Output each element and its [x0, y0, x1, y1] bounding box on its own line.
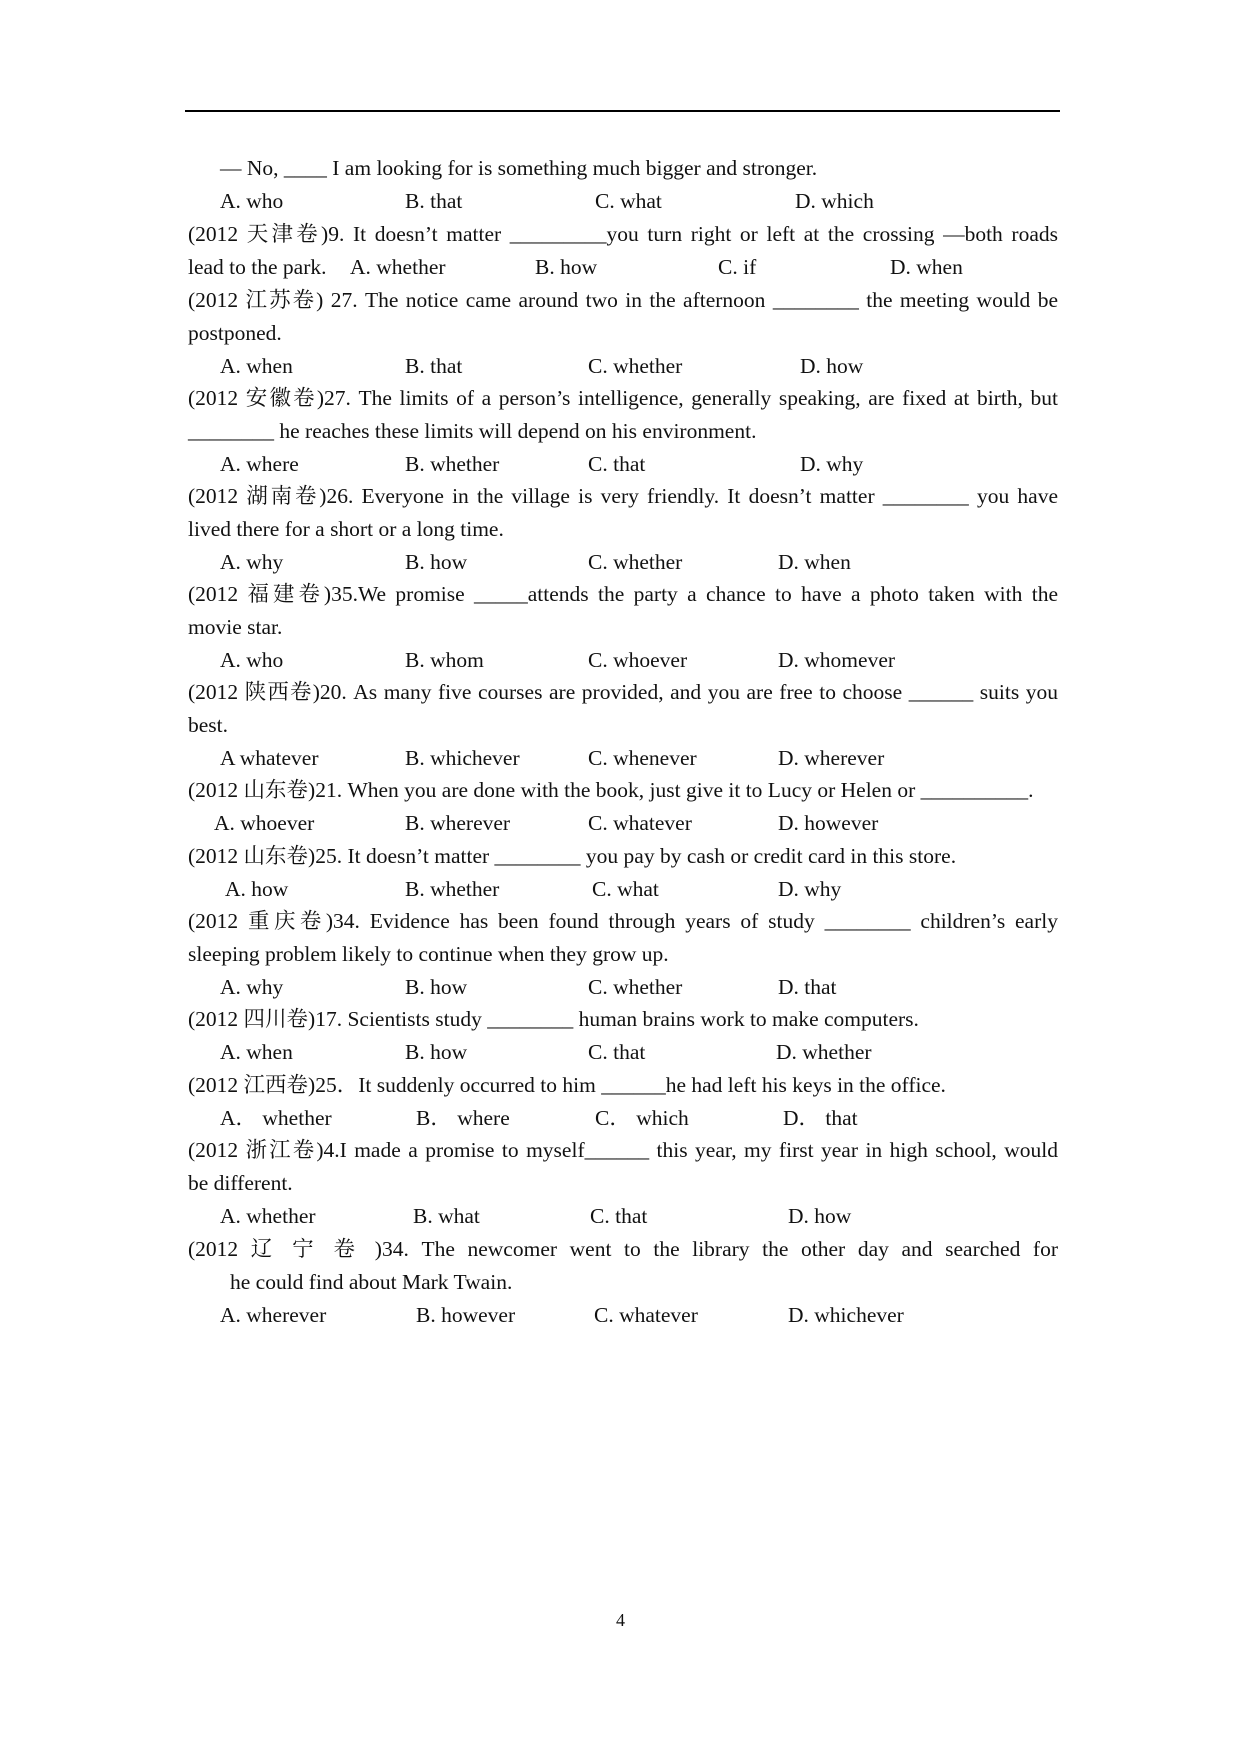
option-d: D. why — [778, 877, 842, 901]
option-a: A whatever — [220, 746, 319, 770]
option-c: C. whether — [588, 354, 683, 378]
option-a: A. who — [220, 189, 284, 213]
question-line: lead to the park. — [188, 255, 327, 279]
option-d: D. when — [778, 550, 851, 574]
option-d: D. how — [800, 354, 864, 378]
option-d: D. which — [795, 189, 874, 213]
option-b: B. that — [405, 189, 463, 213]
option-c: C. whenever — [588, 746, 697, 770]
question-line: (2012 重庆卷)34. Evidence has been found through years of study ________ children’s early — [188, 909, 1058, 933]
option-d: D. whichever — [788, 1303, 904, 1327]
option-b: B. what — [413, 1204, 480, 1228]
option-b: B. whether — [405, 877, 500, 901]
question-line: (2012 江西卷)25．It suddenly occurred to him ______he had left his keys in the office. — [188, 1073, 946, 1097]
option-b: B. whom — [405, 648, 484, 672]
header-rule — [185, 110, 1060, 112]
option-d: D． that — [783, 1106, 858, 1130]
option-c: C. whether — [588, 975, 683, 999]
option-a: A. wherever — [220, 1303, 327, 1327]
option-c: C. whatever — [594, 1303, 698, 1327]
option-c: C． which — [595, 1106, 689, 1130]
option-b: B. whichever — [405, 746, 520, 770]
option-b: B. whether — [405, 452, 500, 476]
question-line: (2012 山东卷)25. It doesn’t matter ________ you pay by cash or credit card in this store. — [188, 844, 957, 868]
option-b: B. wherever — [405, 811, 511, 835]
option-c: C. whoever — [588, 648, 688, 672]
option-a: A. why — [220, 550, 284, 574]
question-line: (2012 安徽卷)27. The limits of a person’s intelligence, generally speaking, are fixed at birth, but — [188, 386, 1058, 410]
question-line: (2012 浙江卷)4.I made a promise to myself______ this year, my first year in high school, would — [188, 1138, 1058, 1162]
question-line: (2012 天津卷)9. It doesn’t matter _________you turn right or left at the crossing —both roads — [188, 222, 1058, 246]
option-c: C. whether — [588, 550, 683, 574]
option-a: A． whether — [220, 1106, 332, 1130]
option-a: A. whoever — [214, 811, 315, 835]
question-line: movie star. — [188, 615, 283, 639]
option-a: A. whether — [350, 255, 446, 279]
question-line: — No, ____ I am looking for is something much bigger and stronger. — [220, 156, 818, 180]
option-d: D. whomever — [778, 648, 896, 672]
option-c: C. that — [590, 1204, 648, 1228]
option-c: C. that — [588, 452, 646, 476]
page-number: 4 — [616, 1610, 625, 1630]
option-b: B. however — [416, 1303, 516, 1327]
option-c: C. that — [588, 1040, 646, 1064]
option-a: A. where — [220, 452, 299, 476]
option-d: D. when — [890, 255, 963, 279]
option-a: A. why — [220, 975, 284, 999]
option-b: B. how — [405, 550, 468, 574]
option-d: D. how — [788, 1204, 852, 1228]
option-d: D. wherever — [778, 746, 885, 770]
option-d: D. that — [778, 975, 837, 999]
option-a: A. when — [220, 354, 293, 378]
option-b: B. how — [535, 255, 598, 279]
question-line: best. — [188, 713, 229, 737]
option-a: A. who — [220, 648, 284, 672]
option-c: C. what — [595, 189, 662, 213]
option-d: D. however — [778, 811, 879, 835]
question-line: (2012 湖南卷)26. Everyone in the village is very friendly. It doesn’t matter ________ you have — [188, 484, 1058, 508]
question-line: sleeping problem likely to continue when they grow up. — [188, 942, 669, 966]
option-c: C. what — [592, 877, 659, 901]
question-line: (2012 江苏卷) 27. The notice came around two in the afternoon ________ the meeting would be — [188, 288, 1058, 312]
question-line: lived there for a short or a long time. — [188, 517, 504, 541]
question-line: be different. — [188, 1171, 293, 1195]
question-line: (2012 陕西卷)20. As many five courses are provided, and you are free to choose ______ suits you — [188, 680, 1058, 704]
option-d: D. whether — [776, 1040, 872, 1064]
option-b: B． where — [416, 1106, 510, 1130]
option-a: A. whether — [220, 1204, 316, 1228]
option-b: B. how — [405, 975, 468, 999]
question-line: he could find about Mark Twain. — [230, 1270, 513, 1294]
option-b: B. how — [405, 1040, 468, 1064]
option-a: A. how — [225, 877, 289, 901]
question-line: postponed. — [188, 321, 282, 345]
question-line: (2012 四川卷)17. Scientists study ________ human brains work to make computers. — [188, 1007, 919, 1031]
question-line: ________ he reaches these limits will depend on his environment. — [188, 419, 757, 443]
option-d: D. why — [800, 452, 864, 476]
question-line: (2012 辽 宁 卷 )34. The newcomer went to the library the other day and searched for — [188, 1237, 1058, 1261]
option-a: A. when — [220, 1040, 293, 1064]
option-c: C. whatever — [588, 811, 692, 835]
question-line: (2012 山东卷)21. When you are done with the book, just give it to Lucy or Helen or __________. — [188, 778, 1034, 802]
question-line: (2012 福建卷)35.We promise _____attends the party a chance to have a photo taken with the — [188, 582, 1058, 606]
option-b: B. that — [405, 354, 463, 378]
option-c: C. if — [718, 255, 757, 279]
